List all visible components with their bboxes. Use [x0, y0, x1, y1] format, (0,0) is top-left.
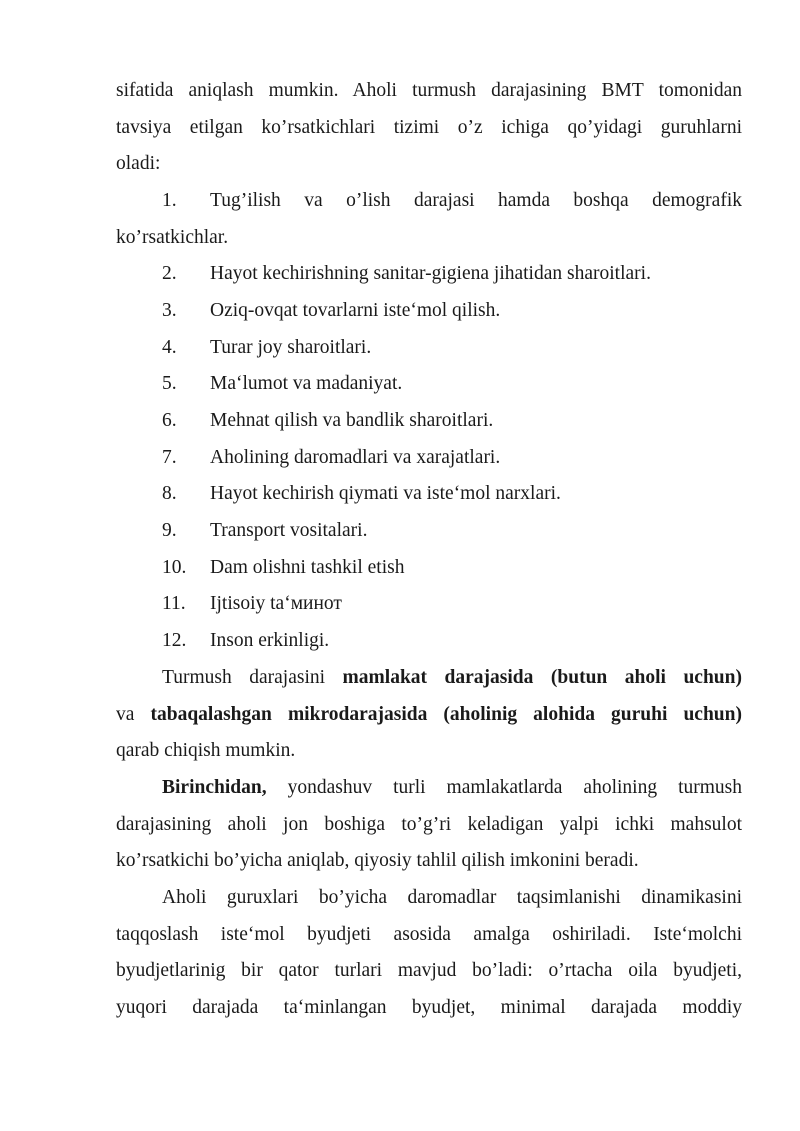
list-number: 7.: [162, 447, 177, 468]
list-text: Turar joy sharoitlari.: [210, 337, 372, 358]
list-number: 3.: [162, 300, 177, 321]
paragraph-2-line-3: ko’rsatkichi bo’yicha aniqlab, qiyosiy tahlil qilish imkonini beradi.: [116, 850, 639, 871]
list-text: Oziq-ovqat tovarlarni iste‘mol qilish.: [210, 300, 501, 321]
list-number: 11.: [162, 593, 186, 614]
list-text: Hayot kechirish qiymati va iste‘mol narxlari.: [210, 483, 561, 504]
list-text: Inson erkinligi.: [210, 630, 330, 651]
list-text: Transport vositalari.: [210, 520, 368, 541]
paragraph-2-line-2: darajasining aholi jon boshiga to’g’ri keladigan yalpi ichki mahsulot: [116, 814, 742, 835]
list-text: Hayot kechirishning sanitar-gigiena jihatidan sharoitlari.: [210, 263, 651, 284]
paragraph-3-line-4: yuqori darajada ta‘minlangan byudjet, minimal darajada moddiy: [116, 997, 742, 1018]
list-number: 12.: [162, 630, 187, 651]
list-number: 10.: [162, 557, 187, 578]
list-text: Mehnat qilish va bandlik sharoitlari.: [210, 410, 494, 431]
paragraph-2-bold: Birinchidan,: [162, 777, 267, 798]
paragraph-3-line-3: byudjetlarinig bir qator turlari mavjud bo’ladi: o’rtacha oila byudjeti,: [116, 960, 742, 981]
list-text: Ma‘lumot va madaniyat.: [210, 373, 403, 394]
intro-line-3: oladi:: [116, 153, 161, 174]
list-number: 4.: [162, 337, 177, 358]
list-text: Ijtisoiy ta‘минот: [210, 593, 342, 614]
paragraph-3-line-1: Aholi guruxlari bo’yicha daromadlar taqsimlanishi dinamikasini: [162, 887, 742, 908]
list-text: Dam olishni tashkil etish: [210, 557, 405, 578]
paragraph-1-line-1: [162, 666, 742, 690]
paragraph-2-text: yondashuv turli mamlakatlarda aholining turmush: [266, 777, 742, 798]
list-number: 9.: [162, 520, 177, 541]
paragraph-1-bold: tabaqalashgan mikrodarajasida (aholinig alohida guruhi uchun): [150, 704, 742, 725]
paragraph-1-line-2: [116, 703, 742, 727]
paragraph-2-line-1: [162, 776, 742, 800]
paragraph-1-bold: mamlakat darajasida (butun aholi uchun): [342, 667, 742, 688]
intro-line-2: tavsiya etilgan ko’rsatkichlari tizimi o’z ichiga qo’yidagi guruhlarni: [116, 117, 742, 138]
list-number: 8.: [162, 483, 177, 504]
list-text: Aholining daromadlari va xarajatlari.: [210, 447, 501, 468]
list-number: 2.: [162, 263, 177, 284]
list-number: 6.: [162, 410, 177, 431]
paragraph-3-line-2: taqqoslash iste‘mol byudjeti asosida amalga oshiriladi. Iste‘molchi: [116, 924, 742, 945]
intro-line-1: sifatida aniqlash mumkin. Aholi turmush darajasining BMT tomonidan: [116, 80, 742, 101]
list-text: Tug’ilish va o’lish darajasi hamda boshqa demografik: [210, 190, 742, 211]
list-number: 1.: [162, 190, 177, 211]
paragraph-1-text: va: [116, 704, 151, 725]
list-item-continuation: ko’rsatkichlar.: [116, 227, 229, 248]
paragraph-1-line-3: qarab chiqish mumkin.: [116, 740, 296, 761]
list-number: 5.: [162, 373, 177, 394]
paragraph-1-text: Turmush darajasini: [162, 667, 343, 688]
